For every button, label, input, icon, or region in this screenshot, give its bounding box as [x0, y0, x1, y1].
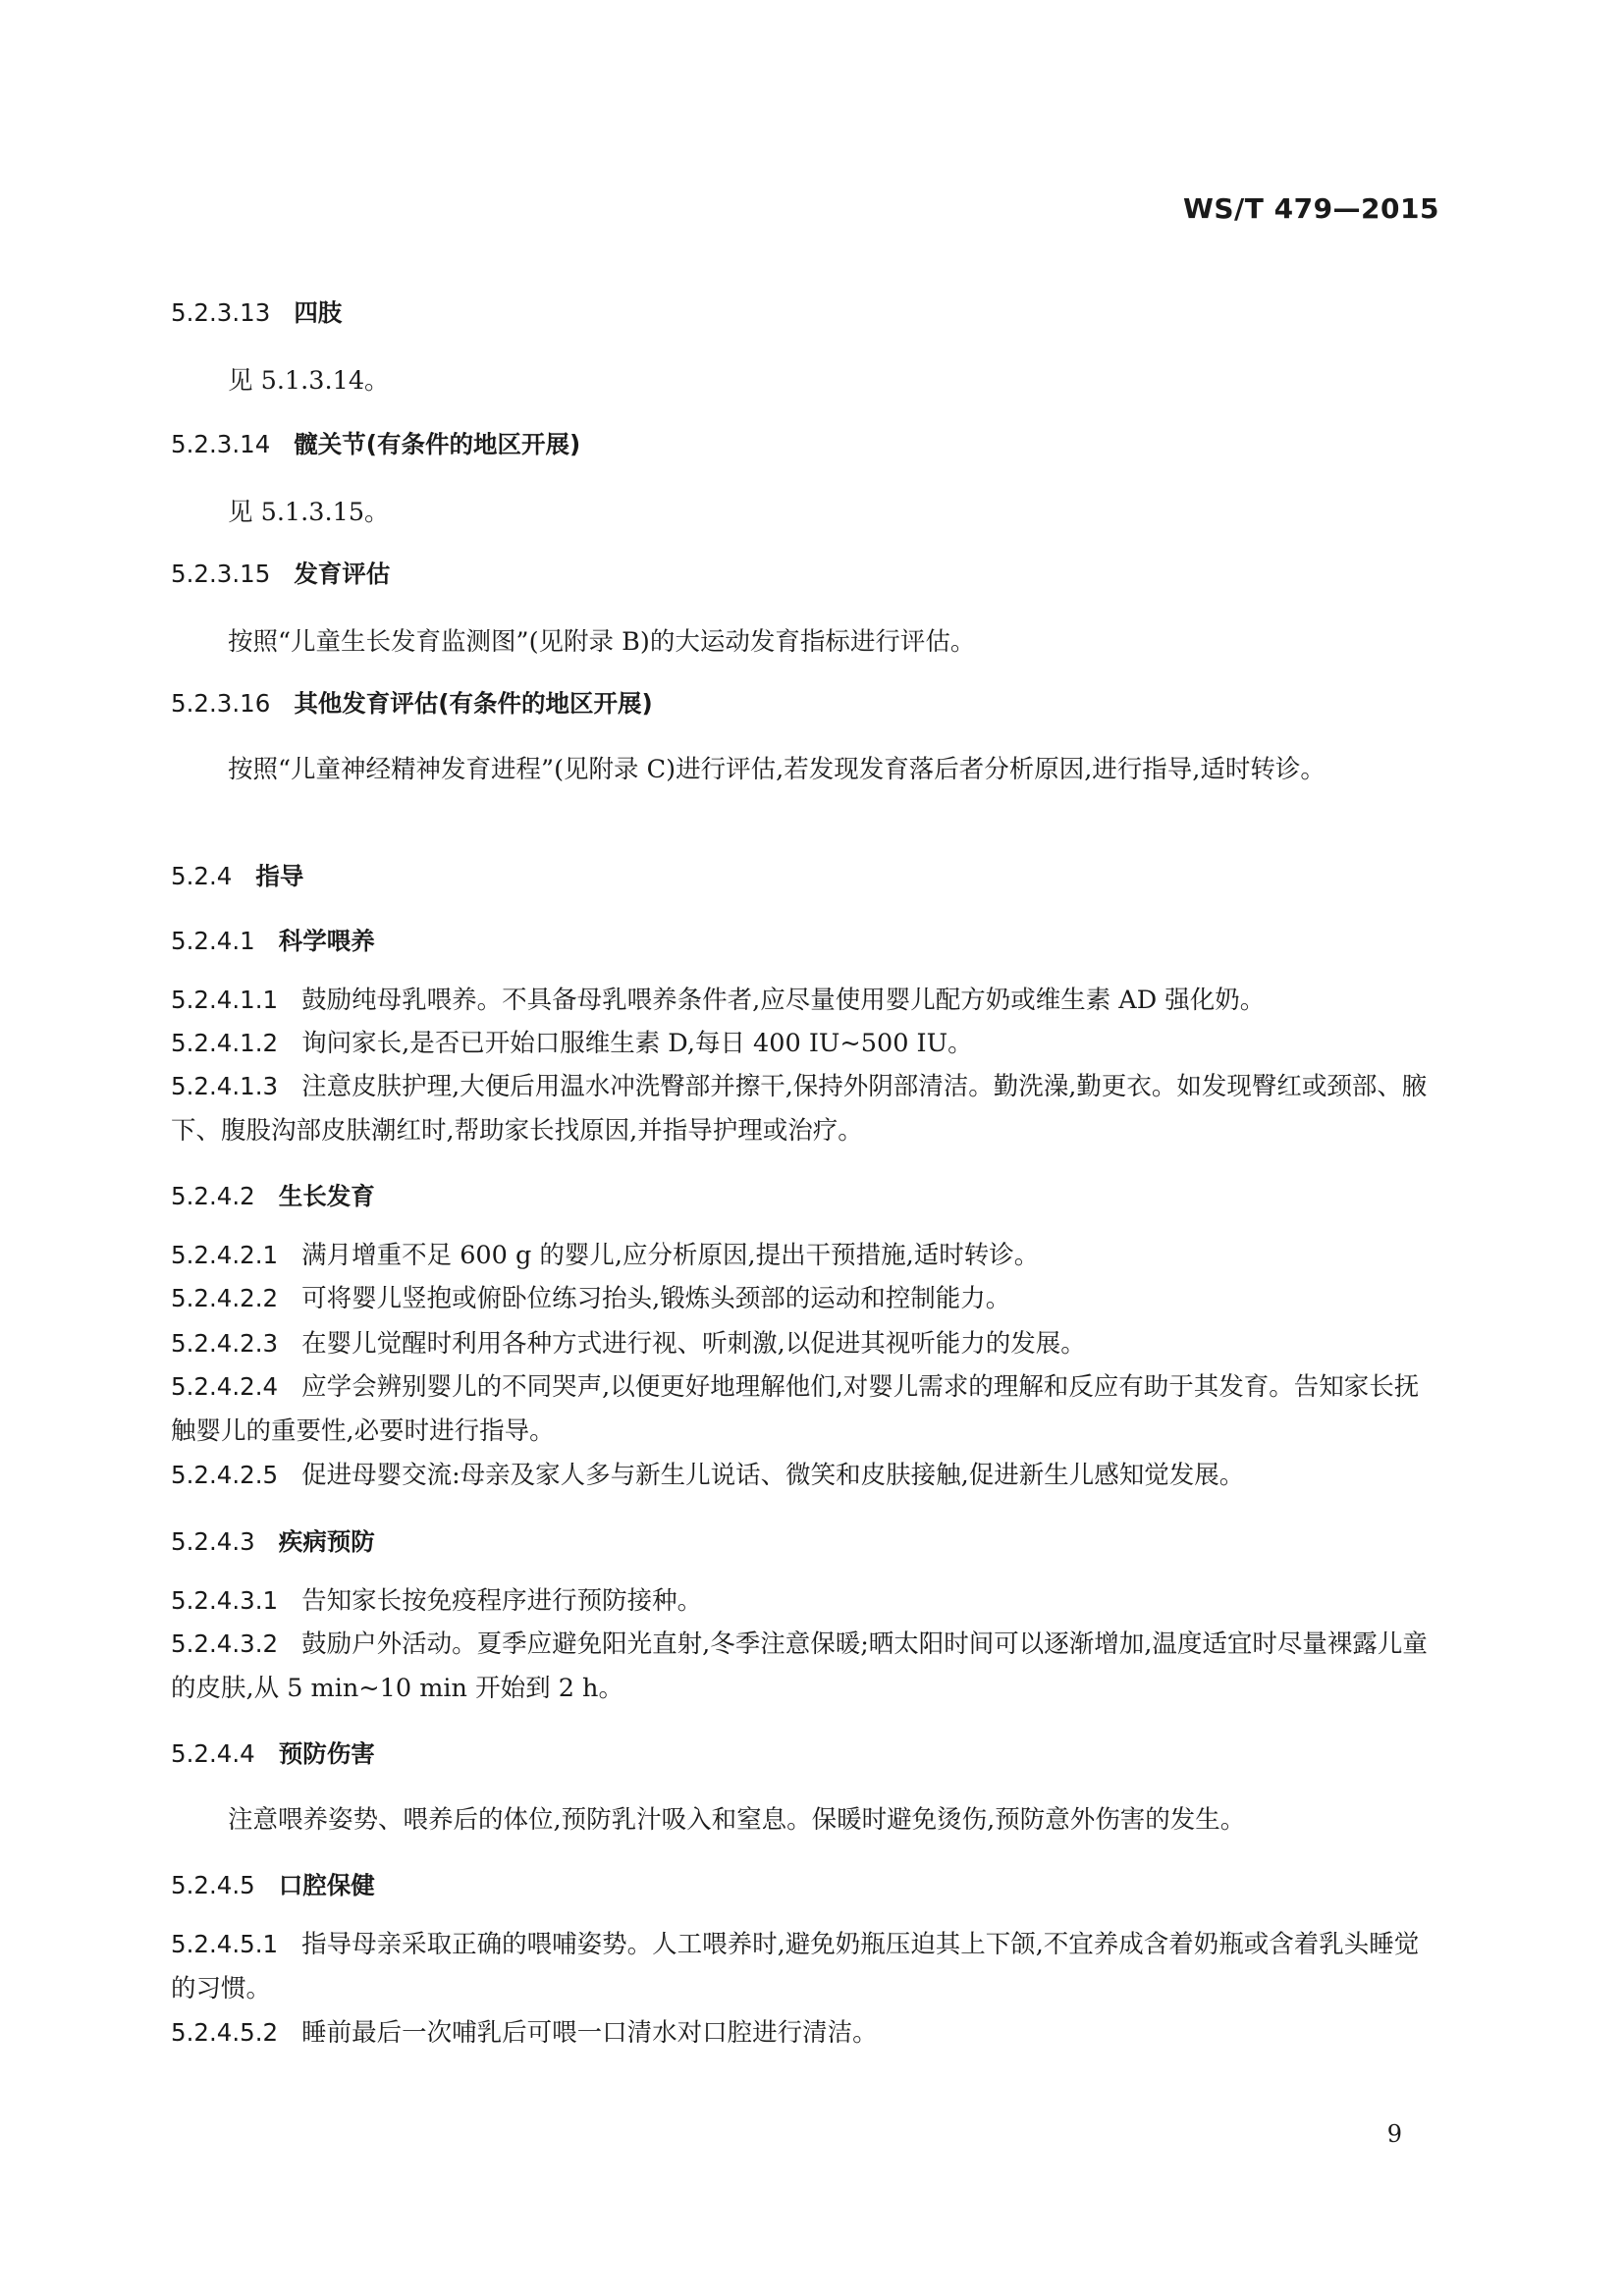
section-heading	[171, 294, 342, 329]
paragraph: 按照“儿童神经精神发育进程”(见附录 C)进行评估,若发现发育落后者分析原因,进行指导,适时转诊。	[228, 755, 1326, 784]
clause-text: 询问家长,是否已开始口服维生素 D,每日 400 IU~500 IU。	[301, 1029, 973, 1058]
section-title: 其他发育评估(有条件的地区开展)	[294, 689, 653, 718]
section-title: 生长发育	[278, 1182, 375, 1210]
numbered-clause	[171, 1364, 1439, 1454]
section-number: 5.2.4.4	[171, 1739, 255, 1768]
clause-text: 在婴儿觉醒时利用各种方式进行视、听刺激,以促进其视听能力的发展。	[301, 1329, 1086, 1359]
clause-number: 5.2.4.3.1	[171, 1586, 279, 1615]
section-number: 5.2.4.3	[171, 1527, 255, 1556]
paragraph: 见 5.1.3.15。	[228, 498, 390, 527]
clause-text: 促进母婴交流:母亲及家人多与新生儿说话、微笑和皮肤接触,促进新生儿感知觉发展。	[301, 1461, 1245, 1490]
clause-text: 鼓励纯母乳喂养。不具备母乳喂养条件者,应尽量使用婴儿配方奶或维生素 AD 强化奶。	[301, 986, 1266, 1015]
page-number: 9	[1386, 2120, 1402, 2148]
clause-text: 注意皮肤护理,大便后用温水冲洗臀部并擦干,保持外阴部清洁。勤洗澡,勤更衣。如发现臀红或颈部、腋下、腹股沟部皮肤潮红时,帮助家长找原因,并指导护理或治疗。	[171, 1072, 1428, 1146]
section-heading	[171, 923, 375, 957]
clause-number: 5.2.4.5.1	[171, 1930, 279, 1958]
clause-text: 睡前最后一次哺乳后可喂一口清水对口腔进行清洁。	[301, 2018, 878, 2048]
clause-number: 5.2.4.2.5	[171, 1461, 279, 1489]
clause-number: 5.2.4.1.1	[171, 986, 279, 1014]
clause-number: 5.2.4.3.2	[171, 1629, 279, 1658]
clause-text: 应学会辨别婴儿的不同哭声,以便更好地理解他们,对婴儿需求的理解和反应有助于其发育。告知家长抚触婴儿的重要性,必要时进行指导。	[171, 1372, 1420, 1446]
section-title: 口腔保健	[278, 1871, 375, 1899]
section-title: 疾病预防	[278, 1527, 375, 1556]
clause-number: 5.2.4.1.3	[171, 1072, 279, 1100]
section-number: 5.2.4.5	[171, 1871, 255, 1899]
section-title: 指导	[255, 862, 304, 890]
section-heading	[171, 426, 580, 460]
clause-text: 满月增重不足 600 g 的婴儿,应分析原因,提出干预措施,适时转诊。	[301, 1241, 1040, 1270]
clause-number: 5.2.4.2.4	[171, 1372, 279, 1401]
clause-number: 5.2.4.2.2	[171, 1284, 279, 1312]
section-heading	[171, 685, 653, 720]
standard-code: WS/T 479—2015	[1182, 192, 1439, 225]
section-title: 预防伤害	[278, 1739, 375, 1768]
section-number: 5.2.3.14	[171, 430, 271, 458]
paragraph: 按照“儿童生长发育监测图”(见附录 B)的大运动发育指标进行评估。	[228, 627, 976, 657]
section-number: 5.2.3.15	[171, 560, 271, 588]
numbered-clause	[171, 1276, 1439, 1321]
clause-number: 5.2.4.5.2	[171, 2018, 279, 2047]
numbered-clause	[171, 1453, 1439, 1498]
numbered-clause	[171, 1922, 1439, 2011]
clause-text: 鼓励户外活动。夏季应避免阳光直射,冬季注意保暖;晒太阳时间可以逐渐增加,温度适宜时尽量裸露儿童的皮肤,从 5 min~10 min 开始到 2 h。	[171, 1629, 1428, 1703]
section-heading	[171, 858, 303, 892]
clause-text: 可将婴儿竖抱或俯卧位练习抬头,锻炼头颈部的运动和控制能力。	[301, 1284, 1011, 1313]
section-number: 5.2.4	[171, 862, 233, 890]
section-heading	[171, 1178, 375, 1212]
section-title: 科学喂养	[278, 927, 375, 955]
section-number: 5.2.4.1	[171, 927, 255, 955]
paragraph: 注意喂养姿势、喂养后的体位,预防乳汁吸入和窒息。保暖时避免烫伤,预防意外伤害的发生。	[228, 1805, 1246, 1835]
clause-text: 指导母亲采取正确的喂哺姿势。人工喂养时,避免奶瓶压迫其上下颌,不宜养成含着奶瓶或含着乳头睡觉的习惯。	[171, 1930, 1420, 2003]
numbered-clause	[171, 1233, 1439, 1278]
section-title: 四肢	[294, 298, 343, 327]
section-heading	[171, 1735, 375, 1770]
numbered-clause	[171, 1321, 1439, 1366]
clause-number: 5.2.4.2.3	[171, 1329, 279, 1358]
numbered-clause	[171, 1064, 1439, 1153]
section-title: 髋关节(有条件的地区开展)	[294, 430, 581, 458]
section-number: 5.2.4.2	[171, 1182, 255, 1210]
section-number: 5.2.3.16	[171, 689, 271, 718]
numbered-clause	[171, 978, 1439, 1023]
clause-number: 5.2.4.1.2	[171, 1029, 279, 1057]
section-heading	[171, 556, 390, 590]
clause-text: 告知家长按免疫程序进行预防接种。	[301, 1586, 703, 1616]
section-title: 发育评估	[294, 560, 391, 588]
numbered-clause	[171, 1578, 1439, 1624]
clause-number: 5.2.4.2.1	[171, 1241, 279, 1269]
numbered-clause	[171, 1622, 1439, 1711]
section-number: 5.2.3.13	[171, 298, 271, 327]
numbered-clause	[171, 2010, 1439, 2056]
paragraph: 见 5.1.3.14。	[228, 366, 390, 396]
section-heading	[171, 1867, 375, 1901]
numbered-clause	[171, 1021, 1439, 1066]
section-heading	[171, 1523, 375, 1558]
